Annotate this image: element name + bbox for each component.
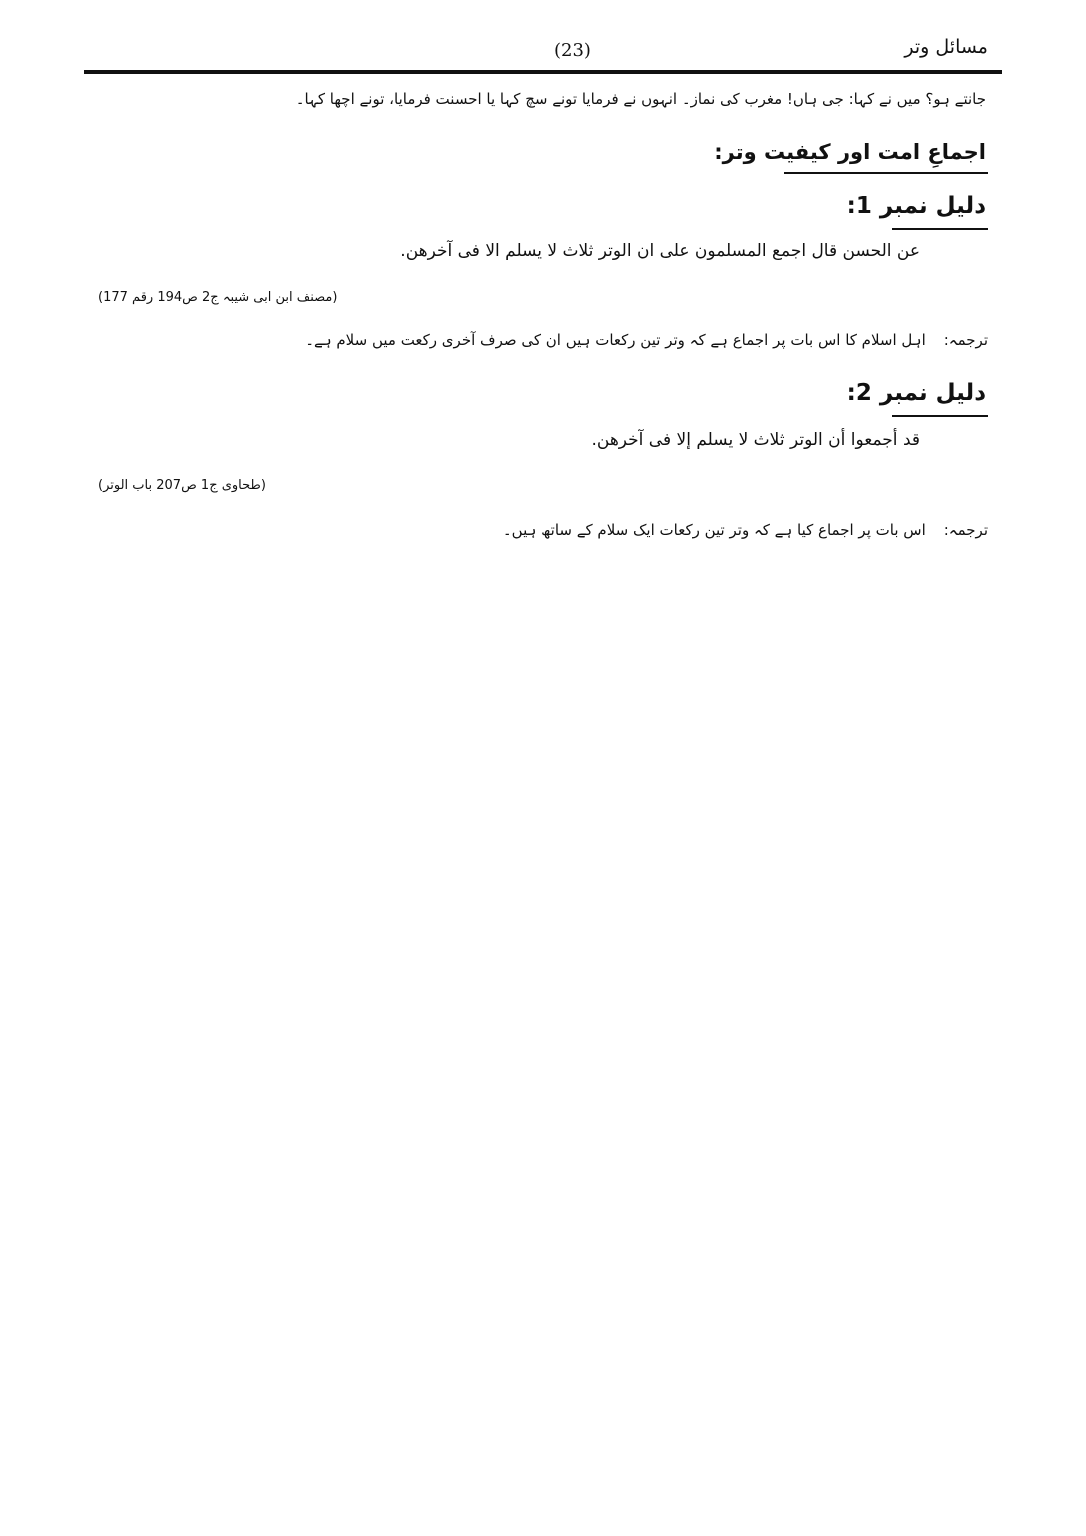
section-heading: اجماعِ امت اور کیفیت وتر: bbox=[714, 140, 986, 164]
dalil-2-reference: (طحاوی ج1 ص207 باب الوتر) bbox=[98, 478, 266, 493]
dalil-1-arabic-text: عن الحسن قال اجمع المسلمون علی ان الوتر ثلاث لا یسلم الا فی آخرھن. bbox=[400, 241, 920, 261]
dalil-1-underline bbox=[892, 228, 988, 230]
dalil-1-translation bbox=[305, 331, 988, 349]
header-rule bbox=[84, 70, 1002, 74]
dalil-1-reference: (مصنف ابن ابی شیبہ ج2 ص194 رقم 177) bbox=[98, 290, 338, 305]
translation-text: اہل اسلام کا اس بات پر اجماع ہے کہ وتر تین رکعات ہیں ان کی صرف آخری رکعت میں سلام ہے۔ bbox=[305, 331, 926, 349]
dalil-2-underline bbox=[892, 415, 988, 417]
translation-label: ترجمہ: bbox=[943, 331, 988, 349]
dalil-1-heading: دلیل نمبر 1: bbox=[846, 193, 986, 219]
intro-paragraph: جانتے ہو؟ میں نے کہا: جی ہاں! مغرب کی نماز۔ انہوں نے فرمایا تونے سچ کہا یا احسنت فرمایا، تونے اچھا کہا۔ bbox=[295, 90, 986, 108]
page-number: (23) bbox=[554, 40, 591, 61]
book-title: مسائل وتر bbox=[904, 36, 988, 58]
translation-label: ترجمہ: bbox=[943, 521, 988, 539]
translation-text: اس بات پر اجماع کیا ہے کہ وتر تین رکعات ایک سلام کے ساتھ ہیں۔ bbox=[502, 521, 926, 539]
dalil-2-heading: دلیل نمبر 2: bbox=[846, 380, 986, 406]
page-header bbox=[84, 30, 996, 74]
section-heading-underline bbox=[784, 172, 988, 174]
dalil-2-translation bbox=[503, 521, 988, 539]
dalil-2-arabic-text: قد أجمعوا أن الوتر ثلاث لا یسلم إلا فی آخرھن. bbox=[591, 430, 920, 450]
